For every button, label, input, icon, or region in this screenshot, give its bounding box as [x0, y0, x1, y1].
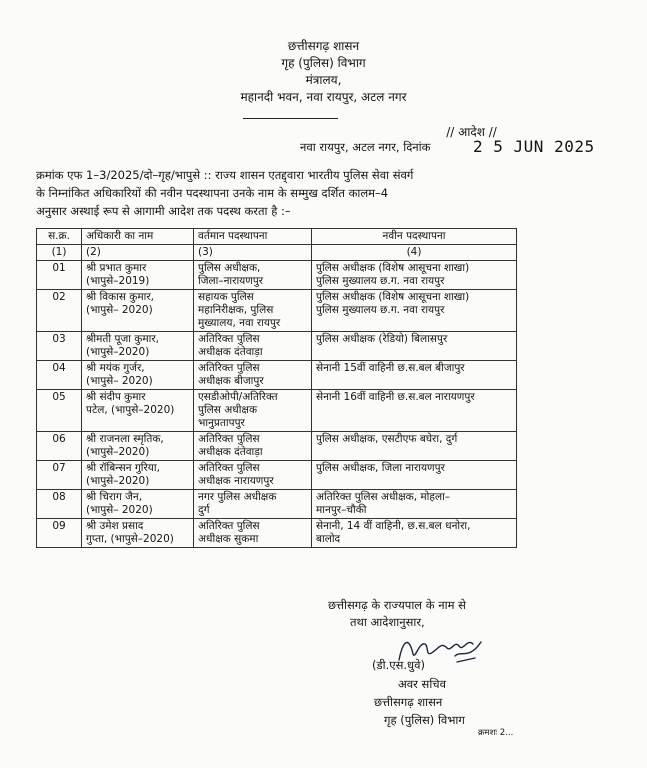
- cell-current-posting-line: पुलिस अधीक्षक: [198, 404, 258, 416]
- cell-officer-name-line: श्री विकास कुमार,: [86, 291, 154, 303]
- cell-officer-name: [82, 261, 194, 290]
- cell-new-posting: [312, 490, 517, 519]
- cell-current-posting-line: मुख्यालय, नवा रायपुर: [198, 317, 281, 329]
- col-header-name: अधिकारी का नाम: [82, 229, 194, 245]
- table-row: [37, 390, 517, 432]
- closing-line-1: छत्तीसगढ़ के राज्यपाल के नाम से: [328, 598, 466, 612]
- cell-new-posting: [312, 361, 517, 390]
- cell-officer-name: [82, 519, 194, 548]
- cell-new-posting-line: मानपुर–चौकी: [316, 504, 367, 516]
- cell-officer-name: [82, 490, 194, 519]
- cell-new-posting-line: पुलिस मुख्यालय छ.ग. नवा रायपुर: [316, 275, 445, 287]
- cell-current-posting: [194, 390, 312, 432]
- cell-officer-name: [82, 361, 194, 390]
- page-continuation: क्रमशः 2...: [478, 728, 514, 738]
- cell-current-posting-line: एसडीओपी/अतिरिक्त: [198, 391, 278, 403]
- col-number-4: (4): [312, 245, 517, 261]
- cell-new-posting-line: पुलिस अधीक्षक, एसटीएफ बघेरा, दुर्ग: [316, 433, 458, 445]
- cell-current-posting-line: दुर्ग: [198, 504, 210, 516]
- header-line-2: गृह (पुलिस) विभाग: [281, 56, 366, 70]
- cell-new-posting-line: सेनानी, 14 वीं वाहिनी, छ.स.बल धनोरा,: [316, 520, 471, 532]
- cell-officer-name-line: श्री संदीप कुमार: [86, 391, 146, 403]
- cell-current-posting: [194, 432, 312, 461]
- cell-officer-name-line: (भापुसे–2019): [86, 275, 150, 287]
- table-row: [37, 332, 517, 361]
- order-title: // आदेश //: [446, 125, 497, 139]
- cell-serial: 03: [37, 332, 82, 361]
- cell-new-posting-line: बालोद: [316, 533, 341, 545]
- cell-officer-name-line: (भापुसे–2020): [86, 446, 150, 458]
- cell-new-posting-line: पुलिस अधीक्षक (विशेष आसूचना शाखा): [316, 291, 470, 303]
- cell-new-posting-line: पुलिस अधीक्षक (रेडियो) बिलासपुर: [316, 333, 448, 345]
- cell-officer-name-line: गुप्ता, (भापुसे–2020): [86, 533, 174, 545]
- intro-line-2: के निम्नांकित अधिकारियों की नवीन पदस्थापना उनके नाम के सम्मुख दर्शित कालम–4: [36, 186, 389, 200]
- cell-current-posting-line: अतिरिक्त पुलिस: [198, 362, 260, 374]
- cell-current-posting-line: अतिरिक्त पुलिस: [198, 433, 260, 445]
- cell-officer-name-line: श्री राजनला स्मृतिक,: [86, 433, 164, 445]
- cell-current-posting-line: पुलिस अधीक्षक,: [198, 262, 261, 274]
- cell-current-posting-line: अतिरिक्त पुलिस: [198, 520, 260, 532]
- cell-new-posting-line: पुलिस अधीक्षक, जिला नारायणपुर: [316, 462, 445, 474]
- intro-line-3: अनुसार अस्थाई रूप से आगामी आदेश तक पदस्थ करता है :–: [36, 204, 291, 218]
- cell-current-posting: [194, 461, 312, 490]
- place-date-label: नवा रायपुर, अटल नगर, दिनांक: [300, 140, 431, 154]
- cell-serial: 08: [37, 490, 82, 519]
- signatory-designation: अवर सचिव: [398, 677, 446, 691]
- cell-current-posting: [194, 261, 312, 290]
- cell-new-posting-line: सेनानी 16वीं वाहिनी छ.स.बल नारायणपुर: [316, 391, 475, 403]
- header-line-4: महानदी भवन, नवा रायपुर, अटल नगर: [240, 90, 407, 104]
- header-rule: [243, 118, 338, 119]
- table-row: [37, 290, 517, 332]
- cell-serial: 02: [37, 290, 82, 332]
- signatory-name: (डी.एस.धुवे): [372, 658, 426, 672]
- table-row: [37, 519, 517, 548]
- cell-serial: 07: [37, 461, 82, 490]
- cell-new-posting: [312, 261, 517, 290]
- cell-new-posting-line: अतिरिक्त पुलिस अधीक्षक, मोहला–: [316, 491, 451, 503]
- cell-officer-name-line: श्री रॉबिन्सन गुरिया,: [86, 462, 160, 474]
- cell-current-posting-line: सहायक पुलिस: [198, 291, 254, 303]
- cell-serial: 01: [37, 261, 82, 290]
- cell-current-posting-line: अधीक्षक बीजापुर: [198, 375, 264, 387]
- cell-officer-name: [82, 461, 194, 490]
- cell-new-posting: [312, 461, 517, 490]
- cell-officer-name-line: (भापुसे– 2020): [86, 375, 153, 387]
- col-header-sn: स.क्र.: [37, 229, 82, 245]
- cell-current-posting-line: भानुप्रतापपुर: [198, 417, 245, 429]
- table-number-row: [37, 245, 517, 261]
- cell-officer-name-line: (भापुसे– 2020): [86, 504, 153, 516]
- header-line-3: मंत्रालय,: [305, 73, 342, 87]
- header-line-1: छत्तीसगढ़ शासन: [287, 39, 360, 53]
- signatory-dept-2: गृह (पुलिस) विभाग: [384, 713, 465, 727]
- cell-new-posting-line: पुलिस अधीक्षक (विशेष आसूचना शाखा): [316, 262, 470, 274]
- cell-officer-name-line: पटेल, (भापुसे–2020): [86, 404, 175, 416]
- cell-officer-name-line: (भापुसे–2020): [86, 346, 150, 358]
- cell-current-posting-line: नगर पुलिस अधीक्षक: [198, 491, 277, 503]
- table-row: [37, 432, 517, 461]
- cell-officer-name: [82, 332, 194, 361]
- table-row: [37, 261, 517, 290]
- cell-current-posting: [194, 290, 312, 332]
- cell-serial: 05: [37, 390, 82, 432]
- cell-officer-name-line: श्री चिराग जैन,: [86, 491, 143, 503]
- cell-officer-name-line: श्रीमती पूजा कुमार,: [86, 333, 159, 345]
- cell-current-posting: [194, 361, 312, 390]
- cell-new-posting: [312, 290, 517, 332]
- cell-officer-name-line: (भापुसे–2020): [86, 475, 150, 487]
- cell-current-posting: [194, 490, 312, 519]
- table-row: [37, 490, 517, 519]
- cell-officer-name: [82, 432, 194, 461]
- col-number-3: (3): [194, 245, 312, 261]
- postings-table: [36, 228, 517, 548]
- intro-line-1: क्रमांक एफ 1–3/2025/दो–गृह/भापुसे :: राज्य शासन एतद्द्वारा भारतीय पुलिस सेवा संवर्ग: [36, 168, 414, 182]
- cell-officer-name-line: श्री उमेश प्रसाद: [86, 520, 144, 532]
- cell-current-posting-line: महानिरीक्षक, पुलिस: [198, 304, 274, 316]
- table-row: [37, 361, 517, 390]
- cell-new-posting-line: सेनानी 15वीं वाहिनी छ.स.बल बीजापुर: [316, 362, 465, 374]
- table-row: [37, 461, 517, 490]
- signatory-dept-1: छत्तीसगढ़ शासन: [374, 695, 443, 709]
- cell-serial: 09: [37, 519, 82, 548]
- cell-current-posting-line: अधीक्षक दंतेवाड़ा: [198, 346, 263, 358]
- cell-officer-name: [82, 390, 194, 432]
- col-header-current: वर्तमान पदस्थापना: [194, 229, 312, 245]
- date-stamp: 2 5 JUN 2025: [473, 137, 595, 156]
- cell-serial: 04: [37, 361, 82, 390]
- cell-new-posting: [312, 390, 517, 432]
- cell-current-posting-line: अधीक्षक नारायणपुर: [198, 475, 274, 487]
- cell-current-posting-line: अधीक्षक सुकमा: [198, 533, 259, 545]
- cell-new-posting: [312, 432, 517, 461]
- col-number-2: (2): [82, 245, 194, 261]
- closing-line-2: तथा आदेशानुसार,: [350, 615, 425, 629]
- cell-current-posting-line: जिला–नारायणपुर: [198, 275, 264, 287]
- cell-current-posting: [194, 519, 312, 548]
- cell-new-posting: [312, 332, 517, 361]
- cell-current-posting-line: अतिरिक्त पुलिस: [198, 333, 260, 345]
- cell-current-posting-line: अधीक्षक दंतेवाड़ा: [198, 446, 263, 458]
- table-header-row: [37, 229, 517, 245]
- cell-new-posting: [312, 519, 517, 548]
- cell-officer-name-line: श्री मयंक गुर्जर,: [86, 362, 145, 374]
- cell-officer-name-line: (भापुसे– 2020): [86, 304, 153, 316]
- col-number-1: (1): [37, 245, 82, 261]
- cell-current-posting-line: अतिरिक्त पुलिस: [198, 462, 260, 474]
- cell-current-posting: [194, 332, 312, 361]
- cell-serial: 06: [37, 432, 82, 461]
- cell-new-posting-line: पुलिस मुख्यालय छ.ग. नवा रायपुर: [316, 304, 445, 316]
- cell-officer-name: [82, 290, 194, 332]
- col-header-new: नवीन पदस्थापना: [312, 229, 517, 245]
- cell-officer-name-line: श्री प्रभात कुमार: [86, 262, 147, 274]
